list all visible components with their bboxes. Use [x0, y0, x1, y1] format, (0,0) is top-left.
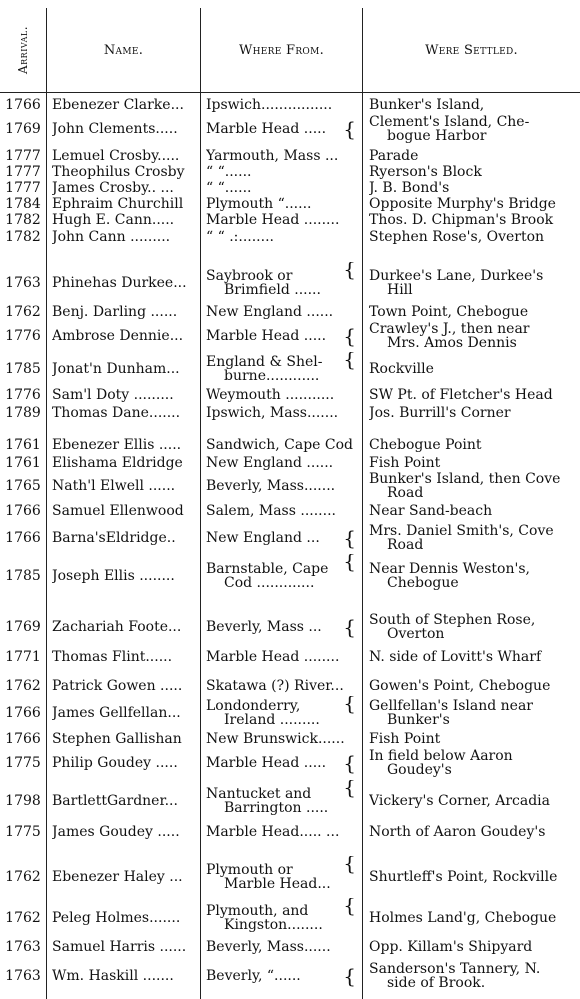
origin-place: [206, 746, 358, 780]
settler-name: Jonat'n Dunham...: [52, 361, 180, 377]
settler-name: Joseph Ellis ........: [52, 568, 175, 584]
settler-name: John Clements.....: [52, 121, 178, 137]
arrival-year: 1762: [5, 869, 41, 885]
origin-place-line: Plymouth or: [206, 862, 293, 878]
origin-place-line: New England ...: [206, 530, 320, 546]
origin-place-line: “ “......: [206, 180, 252, 196]
settlement-place-line: Goudey's: [387, 762, 452, 778]
settlement-place: [369, 352, 579, 386]
table-row: [0, 148, 580, 164]
settler-name: James Gellfellan...: [52, 705, 181, 721]
settlement-place: [369, 320, 579, 352]
origin-place-line: Plymouth “......: [206, 196, 312, 212]
origin-place-line: Londonderry,: [206, 698, 301, 714]
table-row: [0, 822, 580, 842]
arrival-year: 1762: [5, 678, 41, 694]
settler-name: Peleg Holmes.......: [52, 910, 181, 926]
arrival-year: 1775: [5, 755, 41, 771]
origin-place: [206, 648, 358, 666]
settler-name: Barna'sEldridge..: [52, 530, 176, 546]
arrival-year: 1782: [5, 229, 41, 245]
origin-place: [206, 114, 358, 144]
origin-place-line: Brimfield ......: [224, 282, 321, 298]
origin-place: [206, 470, 358, 502]
origin-place-line: Barrington .....: [224, 800, 329, 816]
origin-place-line: Sandwich, Cape Cod: [206, 437, 353, 453]
origin-place-line: Cod .............: [224, 575, 315, 591]
table-row: [0, 938, 580, 956]
settlement-place-line: Bunker's: [387, 712, 450, 728]
were-settled-column-header: [363, 8, 580, 92]
settlement-place-line: Holmes Land'g, Chebogue: [369, 910, 557, 926]
settlement-place-line: Near Sand-beach: [369, 503, 493, 519]
settlement-place-line: North of Aaron Goudey's: [369, 824, 546, 840]
settlement-place: [369, 404, 579, 422]
origin-place: [206, 696, 358, 730]
settlement-place: [369, 696, 579, 730]
arrival-year: 1766: [5, 705, 41, 721]
settlement-place-line: Opposite Murphy's Bridge: [369, 196, 556, 212]
table-row: [0, 228, 580, 246]
table-row: [0, 606, 580, 648]
settlement-place-line: Hill: [387, 282, 413, 298]
settlement-place-line: Town Point, Chebogue: [369, 304, 529, 320]
settler-name: Thomas Flint......: [52, 649, 173, 665]
origin-place: [206, 196, 358, 212]
settler-name: Theophilus Crosby: [52, 164, 185, 180]
settlement-place: [369, 956, 579, 996]
settlement-place-line: Ryerson's Block: [369, 164, 482, 180]
arrival-year: 1766: [5, 731, 41, 747]
table-row: [0, 856, 580, 898]
settler-name: BartlettGardner...: [52, 793, 178, 809]
origin-place: [206, 262, 358, 304]
settlement-place-line: side of Brook.: [387, 975, 486, 991]
arrival-year: 1798: [5, 793, 41, 809]
settler-name: Thomas Dane.......: [52, 405, 181, 421]
settler-name: Zachariah Foote...: [52, 619, 182, 635]
arrival-year: 1782: [5, 212, 41, 228]
settlement-place-line: Gellfellan's Island near: [369, 698, 534, 714]
settlement-place-line: Chebogue: [387, 575, 459, 591]
table-row: [0, 898, 580, 938]
settlement-place: [369, 386, 579, 404]
brace-mark: {: [343, 615, 356, 639]
arrival-header-label: Arrival.: [16, 25, 31, 75]
table-row: [0, 436, 580, 454]
origin-place-line: Weymouth ...........: [206, 387, 335, 403]
origin-place-line: Skatawa (?) River...: [206, 678, 344, 694]
settlement-place: [369, 822, 579, 842]
table-row: [0, 352, 580, 386]
table-row: [0, 470, 580, 502]
origin-place-line: Ireland .........: [224, 712, 320, 728]
settlement-place-line: Fish Point: [369, 455, 441, 471]
settlement-place: [369, 180, 579, 196]
origin-place-line: Ipswich, Mass.......: [206, 405, 339, 421]
settler-name: James Crosby.. ...: [52, 180, 174, 196]
origin-place-line: “ “......: [206, 164, 252, 180]
arrival-year: 1761: [5, 437, 41, 453]
settler-name: Philip Goudey .....: [52, 755, 178, 771]
table-row: [0, 262, 580, 304]
settlement-place-line: Thos. D. Chipman's Brook: [369, 212, 554, 228]
origin-place: [206, 228, 358, 246]
settler-name: Stephen Gallishan: [52, 731, 182, 747]
settlement-place: [369, 262, 579, 304]
origin-place-line: Yarmouth, Mass ...: [206, 148, 339, 164]
settlement-place-line: Overton: [387, 626, 445, 642]
origin-place: [206, 554, 358, 598]
table-row: [0, 746, 580, 780]
settlement-place-line: Durkee's Lane, Durkee's: [369, 268, 544, 284]
brace-mark: {: [343, 780, 356, 799]
origin-place-line: Marble Head..... ...: [206, 824, 340, 840]
arrival-year: 1777: [5, 180, 41, 196]
table-row: [0, 648, 580, 666]
origin-place-line: Salem, Mass ........: [206, 503, 336, 519]
origin-place: [206, 956, 358, 996]
settlement-place: [369, 212, 579, 228]
settlement-place-line: Jos. Burrill's Corner: [369, 405, 511, 421]
brace-mark: {: [343, 751, 356, 775]
name-header-label: Name.: [103, 42, 144, 58]
origin-place: [206, 180, 358, 196]
settlement-place-line: Near Dennis Weston's,: [369, 561, 530, 577]
settlement-place: [369, 470, 579, 502]
brace-mark: {: [343, 554, 356, 573]
origin-place-line: “ “ .:........: [206, 229, 274, 245]
arrival-year: 1776: [5, 328, 41, 344]
settlement-place: [369, 554, 579, 598]
settlement-place-line: Fish Point: [369, 731, 441, 747]
settler-name: Ebenezer Ellis .....: [52, 437, 182, 453]
origin-place-line: New England ......: [206, 455, 334, 471]
settlement-place: [369, 522, 579, 554]
settler-name: Samuel Ellenwood: [52, 503, 184, 519]
origin-place: [206, 502, 358, 520]
origin-place: [206, 148, 358, 164]
settlement-place: [369, 780, 579, 822]
settler-name: James Goudey .....: [52, 824, 180, 840]
settlement-place: [369, 196, 579, 212]
settlement-place: [369, 164, 579, 180]
origin-place: [206, 164, 358, 180]
settler-name: Samuel Harris ......: [52, 939, 187, 955]
origin-place-line: Beverly, “......: [206, 968, 301, 984]
where-from-header-label: Where From.: [238, 42, 325, 58]
origin-place: [206, 522, 358, 554]
origin-place: [206, 96, 358, 114]
table-row: [0, 780, 580, 822]
table-row: [0, 956, 580, 996]
table-row: [0, 114, 580, 144]
settlement-place: [369, 746, 579, 780]
brace-mark: {: [343, 117, 356, 141]
settlement-place: [369, 96, 579, 114]
origin-place: [206, 404, 358, 422]
arrival-year: 1761: [5, 455, 41, 471]
origin-place-line: burne............: [224, 368, 320, 384]
origin-place-line: Saybrook or: [206, 268, 293, 284]
settler-name: Phinehas Durkee...: [52, 275, 187, 291]
brace-mark: {: [343, 964, 356, 988]
brace-mark: {: [343, 352, 356, 371]
settlement-place-line: Road: [387, 485, 424, 501]
table-row: [0, 96, 580, 114]
origin-place-line: Barnstable, Cape: [206, 561, 329, 577]
table-row: [0, 386, 580, 404]
table-row: [0, 676, 580, 696]
settlement-place: [369, 148, 579, 164]
settler-name: Sam'l Doty .........: [52, 387, 174, 403]
origin-place-line: Beverly, Mass ...: [206, 619, 322, 635]
arrival-year: 1763: [5, 939, 41, 955]
settlement-place: [369, 856, 579, 898]
settlement-place-line: Vickery's Corner, Arcadia: [369, 793, 551, 809]
settler-name: Hugh E. Cann.....: [52, 212, 175, 228]
arrival-year: 1775: [5, 824, 41, 840]
origin-place-line: Kingston........: [224, 917, 323, 933]
arrival-year: 1785: [5, 568, 41, 584]
brace-mark: {: [343, 262, 356, 281]
origin-place-line: Ipswich................: [206, 97, 333, 113]
arrival-year: 1762: [5, 304, 41, 320]
settlement-place: [369, 676, 579, 696]
table-row: [0, 696, 580, 730]
table-row: [0, 522, 580, 554]
settlement-place-line: Stephen Rose's, Overton: [369, 229, 545, 245]
settlement-place-line: Bunker's Island, then Cove: [369, 471, 561, 487]
arrival-year: 1771: [5, 649, 41, 665]
brace-mark: {: [343, 324, 356, 348]
arrival-year: 1776: [5, 387, 41, 403]
settlement-place: [369, 304, 579, 320]
settlement-place-line: South of Stephen Rose,: [369, 612, 536, 628]
settlement-place-line: Parade: [369, 148, 419, 164]
origin-place: [206, 436, 358, 454]
settlement-place-line: In field below Aaron: [369, 748, 513, 764]
table-row: [0, 212, 580, 228]
brace-mark: {: [343, 856, 356, 875]
arrival-year: 1766: [5, 503, 41, 519]
settler-name: Lemuel Crosby.....: [52, 148, 180, 164]
arrival-year: 1789: [5, 405, 41, 421]
table-row: [0, 304, 580, 320]
table-row: [0, 196, 580, 212]
origin-place: [206, 320, 358, 352]
origin-place-line: Marble Head...: [224, 876, 331, 892]
settlement-place-line: Opp. Killam's Shipyard: [369, 939, 533, 955]
arrival-year: 1762: [5, 910, 41, 926]
origin-place: [206, 780, 358, 822]
settler-name: Wm. Haskill .......: [52, 968, 174, 984]
arrival-year: 1777: [5, 148, 41, 164]
arrival-year: 1784: [5, 196, 41, 212]
settlement-place-line: Rockville: [369, 361, 434, 377]
origin-place-line: England & Shel-: [206, 354, 323, 370]
settlement-place-line: Clement's Island, Che-: [369, 114, 530, 130]
arrival-year: 1763: [5, 968, 41, 984]
origin-place: [206, 606, 358, 648]
origin-place: [206, 304, 358, 320]
arrival-year: 1769: [5, 121, 41, 137]
settlement-place-line: bogue Harbor: [387, 128, 487, 144]
table-row: [0, 180, 580, 196]
settlement-place: [369, 114, 579, 144]
arrival-year: 1763: [5, 275, 41, 291]
settlement-place-line: J. B. Bond's: [369, 180, 450, 196]
settlement-place-line: N. side of Lovitt's Wharf: [369, 649, 542, 665]
settlement-place-line: Sanderson's Tannery, N.: [369, 961, 541, 977]
arrival-year: 1785: [5, 361, 41, 377]
origin-place: [206, 352, 358, 386]
arrival-column-header: [0, 8, 46, 92]
origin-place: [206, 386, 358, 404]
settlement-place-line: Bunker's Island,: [369, 97, 485, 113]
origin-place-line: Beverly, Mass.......: [206, 478, 336, 494]
settler-name: Benj. Darling ......: [52, 304, 178, 320]
origin-place-line: Nantucket and: [206, 786, 312, 802]
settler-name: Elishama Eldridge: [52, 455, 183, 471]
name-column-header: [47, 8, 200, 92]
arrival-year: 1765: [5, 478, 41, 494]
arrival-year: 1777: [5, 164, 41, 180]
settler-name: John Cann .........: [52, 229, 171, 245]
settlement-place-line: Road: [387, 537, 424, 553]
brace-mark: {: [343, 696, 356, 715]
origin-place: [206, 676, 358, 696]
origin-place: [206, 898, 358, 938]
settler-name: Patrick Gowen .....: [52, 678, 183, 694]
table-row: [0, 554, 580, 598]
table-row: [0, 502, 580, 520]
arrival-year: 1769: [5, 619, 41, 635]
settlement-place: [369, 938, 579, 956]
settler-name: Ephraim Churchill: [52, 196, 184, 212]
origin-place: [206, 212, 358, 228]
where-from-column-header: [201, 8, 362, 92]
settlement-place: [369, 606, 579, 648]
origin-place-line: Marble Head .....: [206, 121, 327, 137]
brace-mark: {: [343, 898, 356, 917]
brace-mark: {: [343, 526, 356, 550]
origin-place-line: New Brunswick......: [206, 731, 345, 747]
settler-name: Ambrose Dennie...: [52, 328, 184, 344]
settler-name: Nath'l Elwell ......: [52, 478, 176, 494]
settlement-place-line: Mrs. Daniel Smith's, Cove: [369, 523, 554, 539]
settlement-place-line: Gowen's Point, Chebogue: [369, 678, 551, 694]
settlement-place: [369, 648, 579, 666]
header-rule: [0, 92, 580, 93]
origin-place-line: New England ......: [206, 304, 334, 320]
origin-place-line: Marble Head ........: [206, 212, 340, 228]
origin-place-line: Marble Head ........: [206, 649, 340, 665]
settlement-place-line: Shurtleff's Point, Rockville: [369, 869, 558, 885]
settlement-place: [369, 898, 579, 938]
were-settled-header-label: Were Settled.: [425, 42, 518, 58]
origin-place: [206, 938, 358, 956]
settler-name: Ebenezer Haley ...: [52, 869, 183, 885]
arrival-year: 1766: [5, 97, 41, 113]
settlement-place-line: SW Pt. of Fletcher's Head: [369, 387, 553, 403]
origin-place-line: Marble Head .....: [206, 755, 327, 771]
table-row: [0, 164, 580, 180]
origin-place-line: Plymouth, and: [206, 903, 309, 919]
origin-place: [206, 822, 358, 842]
table-row: [0, 404, 580, 422]
origin-place-line: Beverly, Mass......: [206, 939, 331, 955]
settlement-place: [369, 228, 579, 246]
settlement-place-line: Crawley's J., then near: [369, 321, 530, 337]
settlement-place: [369, 436, 579, 454]
table-row: [0, 320, 580, 352]
settlement-place: [369, 502, 579, 520]
settler-name: Ebenezer Clarke...: [52, 97, 184, 113]
settlement-place-line: Chebogue Point: [369, 437, 482, 453]
origin-place: [206, 856, 358, 898]
origin-place-line: Marble Head .....: [206, 328, 327, 344]
settlement-place-line: Mrs. Amos Dennis: [387, 335, 517, 351]
arrival-year: 1766: [5, 530, 41, 546]
